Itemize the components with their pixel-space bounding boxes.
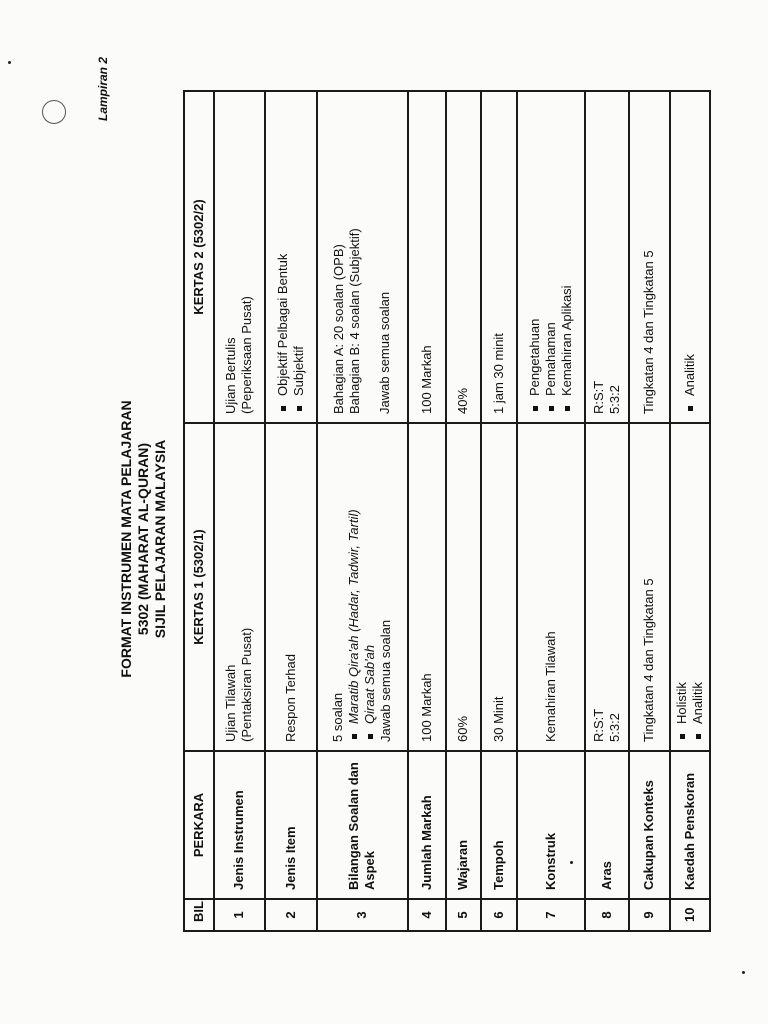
header-kertas-1: KERTAS 1 (5302/1) xyxy=(184,423,214,751)
list-item: Subjektif xyxy=(291,100,307,414)
kertas-1-cell: Tingkatan 4 dan Tingkatan 5 xyxy=(629,423,669,751)
scan-speck xyxy=(8,61,11,64)
row-number: 1 xyxy=(214,899,265,931)
bullet-list xyxy=(346,432,378,742)
kertas-1-cell: 60% xyxy=(446,423,480,751)
kertas-1-cell xyxy=(670,423,710,751)
cell-line: R:S:T xyxy=(590,708,606,742)
bullet-list xyxy=(682,100,698,414)
kertas-2-cell: 40% xyxy=(446,91,480,423)
table-row xyxy=(517,91,585,931)
cell-line: (Peperiksaan Pusat) xyxy=(239,296,255,414)
punch-hole-mark xyxy=(42,100,66,124)
table-row xyxy=(585,91,629,931)
bullet-list xyxy=(674,432,706,742)
title-line-1: FORMAT INSTRUMEN MATA PELAJARAN xyxy=(118,400,134,678)
kertas-1-cell xyxy=(214,423,265,751)
row-label: Wajaran xyxy=(446,751,480,899)
kertas-1-cell: 30 Minit xyxy=(481,423,517,751)
kertas-1-cell xyxy=(317,423,408,751)
kertas-2-cell xyxy=(214,91,265,423)
row-label: Tempoh xyxy=(481,751,517,899)
instrument-format-table xyxy=(183,90,711,932)
cell-line: Jawab semua soalan xyxy=(377,291,393,414)
list-item: Holistik xyxy=(674,432,690,742)
table-row xyxy=(317,91,408,931)
row-label: Kaedah Penskoran xyxy=(670,751,710,899)
header-perkara: PERKARA xyxy=(184,751,214,899)
kertas-1-cell: 100 Markah xyxy=(408,423,446,751)
list-item: Analitik xyxy=(682,100,698,414)
row-label: Jenis Item xyxy=(265,751,318,899)
cell-line: Bahagian B: 4 soalan (Subjektif) xyxy=(347,228,363,414)
table-header-row xyxy=(184,91,214,931)
list-item: Qiraat Sab'ah xyxy=(362,432,378,742)
kertas-1-cell: Kemahiran Tilawah xyxy=(517,423,585,751)
bullet-list xyxy=(527,100,575,414)
kertas-2-cell xyxy=(670,91,710,423)
row-label: Bilangan Soalan dan Aspek xyxy=(317,751,408,899)
table-row xyxy=(214,91,265,931)
table-row xyxy=(408,91,446,931)
document-title xyxy=(118,239,169,839)
row-number: 8 xyxy=(585,899,629,931)
row-number: 9 xyxy=(629,899,669,931)
row-label: Aras xyxy=(585,751,629,899)
kertas-2-cell xyxy=(317,91,408,423)
kertas-2-cell xyxy=(517,91,585,423)
row-number: 3 xyxy=(317,899,408,931)
title-line-2: 5302 (MAHARAT AL-QURAN) xyxy=(135,442,151,636)
cell-line: Jawab semua soalan xyxy=(378,619,394,742)
cell-line: (Pentaksiran Pusat) xyxy=(239,627,255,742)
row-number: 7 xyxy=(517,899,585,931)
spacer xyxy=(363,100,377,414)
table-row xyxy=(265,91,318,931)
row-number: 10 xyxy=(670,899,710,931)
kertas-2-cell: 100 Markah xyxy=(408,91,446,423)
cell-line: 5 soalan xyxy=(330,692,346,742)
kertas-2-cell xyxy=(265,91,318,423)
row-label: Konstruk xyxy=(517,751,585,899)
list-item: Kemahiran Aplikasi xyxy=(559,100,575,414)
row-number: 4 xyxy=(408,899,446,931)
header-bil: BIL. xyxy=(184,899,214,931)
row-number: 6 xyxy=(481,899,517,931)
table-row xyxy=(481,91,517,931)
kertas-2-cell: 1 jam 30 minit xyxy=(481,91,517,423)
cell-line: 5:3:2 xyxy=(606,713,622,742)
cell-line: Ujian Tilawah xyxy=(223,664,239,742)
kertas-2-cell: Tingkatan 4 dan Tingkatan 5 xyxy=(629,91,669,423)
kertas-1-cell xyxy=(585,423,629,751)
list-item: Analitik xyxy=(690,432,706,742)
list-item: Pengetahuan xyxy=(527,100,543,414)
appendix-label: Lampiran 2 xyxy=(96,56,110,121)
row-number: 5 xyxy=(446,899,480,931)
row-label: Jenis Instrumen xyxy=(214,751,265,899)
row-label: Cakupan Konteks xyxy=(629,751,669,899)
kertas-1-cell: Respon Terhad xyxy=(265,423,318,751)
list-item: Maratib Qira'ah (Hadar, Tadwir, Tartil) xyxy=(346,432,362,742)
cell-line: R:S:T xyxy=(590,380,606,414)
cell-line: 5:3:2 xyxy=(606,385,622,414)
cell-line: Bahagian A: 20 soalan (OPB) xyxy=(331,244,347,414)
kertas-2-cell xyxy=(585,91,629,423)
table-row xyxy=(629,91,669,931)
table-row xyxy=(446,91,480,931)
header-kertas-2: KERTAS 2 (5302/2) xyxy=(184,91,214,423)
title-line-3: SIJIL PELAJARAN MALAYSIA xyxy=(152,439,168,639)
scan-speck xyxy=(742,971,745,974)
list-item: Objektif Pelbagai Bentuk xyxy=(275,100,291,414)
row-label: Jumlah Markah xyxy=(408,751,446,899)
bullet-list xyxy=(275,100,307,414)
cell-line: Ujian Bertulis xyxy=(223,337,239,414)
list-item: Pemahaman xyxy=(543,100,559,414)
table-row xyxy=(670,91,710,931)
row-number: 2 xyxy=(265,899,318,931)
